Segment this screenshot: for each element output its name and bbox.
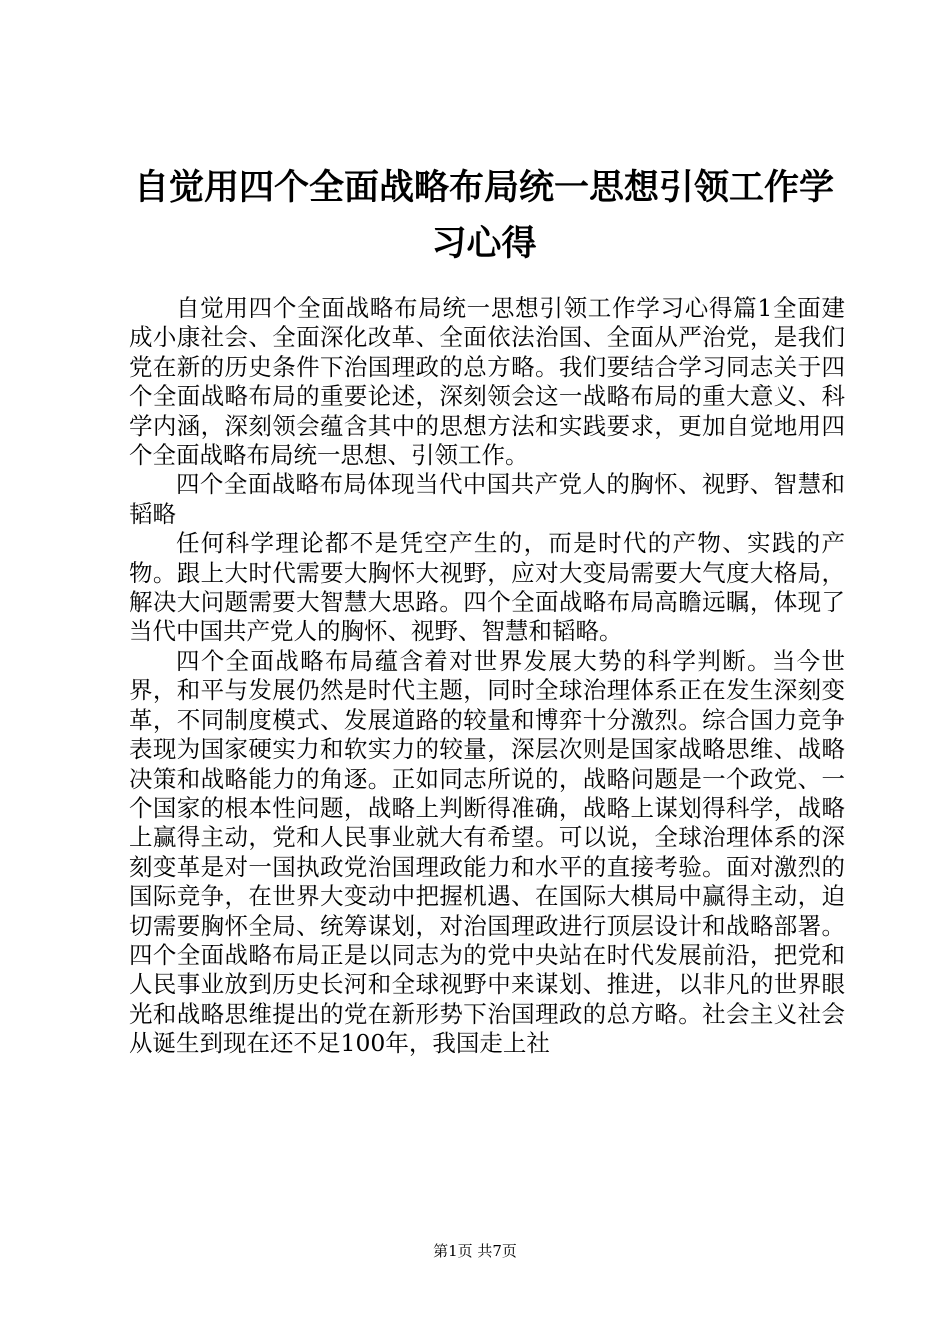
paragraph-world-trend: 四个全面战略布局蕴含着对世界发展大势的科学判断。当今世界，和平与发展仍然是时代主题，同时全球治理体系正在发生深刻变革，不同制度模式、发展道路的较量和博弈十分激烈。综合国力竞争表现为国家硬实力和软实力的较量，深层次则是国家战略思维、战略决策和战略能力的角逐。正如同志所说的，战略问题是一个政党、一个国家的根本性问题，战略上判断得准确，战略上谋划得科学，战略上赢得主动，党和人民事业就大有希望。可以说，全球治理体系的深刻变革是对一国执政党治国理政能力和水平的直接考验。面对激烈的国际竞争，在世界大变动中把握机遇、在国际大棋局中赢得主动，迫切需要胸怀全局、统筹谋划，对治国理政进行顶层设计和战略部署。四个全面战略布局正是以同志为的党中央站在时代发展前沿，把党和人民事业放到历史长河和全球视野中来谋划、推进，以非凡的世界眼光和战略思维提出的党在新形势下治国理政的总方略。社会主义社会从诞生到现在还不足100年，我国走上社 xyxy=(129,646,845,1058)
page-footer: 第1页 共7页 xyxy=(433,1242,517,1260)
document-title: 自觉用四个全面战略布局统一思想引领工作学习心得 xyxy=(133,167,834,264)
paragraph-intro: 自觉用四个全面战略布局统一思想引领工作学习心得篇1全面建成小康社会、全面深化改革、全面依法治国、全面从严治党，是我们党在新的历史条件下治国理政的总方略。我们要结合学习同志关于四个全面战略布局的重要论述，深刻领会这一战略布局的重大意义、科学内涵，深刻领会蕴含其中的思想方法和实践要求，更加自觉地用四个全面战略布局统一思想、引领工作。 xyxy=(129,294,845,470)
paragraph-subheading: 四个全面战略布局体现当代中国共产党人的胸怀、视野、智慧和韬略 xyxy=(129,470,845,528)
paragraph-theory: 任何科学理论都不是凭空产生的，而是时代的产物、实践的产物。跟上大时代需要大胸怀大视野，应对大变局需要大气度大格局，解决大问题需要大智慧大思路。四个全面战略布局高瞻远瞩，体现了当代中国共产党人的胸怀、视野、智慧和韬略。 xyxy=(129,529,845,646)
document-body xyxy=(129,294,845,1059)
